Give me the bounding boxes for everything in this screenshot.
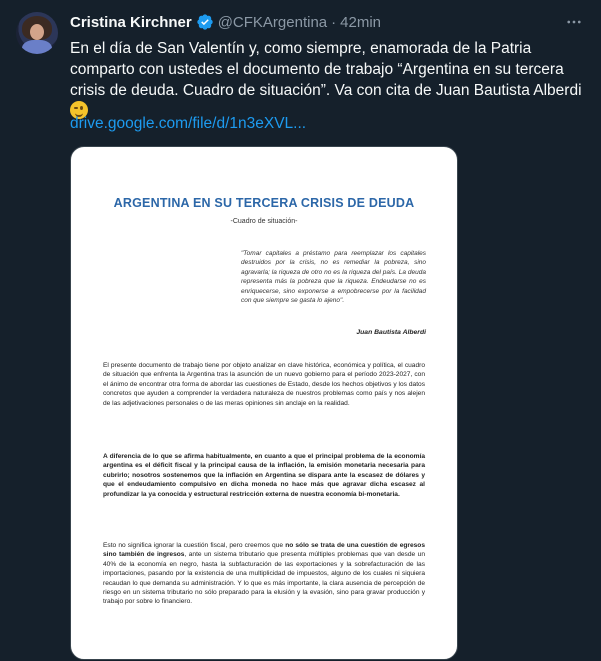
- document-paragraph-1: El presente documento de trabajo tiene por objeto analizar en clave histórica, económica y política, el cuadro de situación que enfrenta la Argentina tras la asunción de un nuevo gobierno para el período 2023-2027, con el ánimo de encontrar otra forma de abordar las cuestiones de Estado, desde los hechos objetivos y los datos concretos que ayuden a comprender la verdadera naturaleza de nuestros problemas como país y nos alejen de las adjetivaciones personales o de las meras opiniones sin anclaje en la realidad.: [103, 362, 425, 407]
- author-avatar[interactable]: [16, 12, 58, 54]
- paragraph-3-start: Esto no significa ignorar la cuestión fiscal, pero creemos que: [103, 542, 286, 549]
- avatar-body: [22, 40, 52, 54]
- document-preview: [71, 147, 457, 659]
- document-subtitle: -Cuadro de situación-: [230, 218, 298, 225]
- author-name[interactable]: Cristina Kirchner: [70, 13, 192, 31]
- drive-link[interactable]: drive.google.com/file/d/1n3eXVL...: [70, 115, 307, 132]
- more-options-icon[interactable]: [564, 12, 584, 32]
- author-handle[interactable]: @CFKArgentina: [217, 13, 328, 31]
- document-quote: "Tomar capitales a préstamo para reemplazar los capitales destruidos por la crisis, no es remediar la pobreza, sino agravarla; la riqueza de otro no es la riqueza del país. La deuda representa más la pobreza que la riqueza. Endeudarse no es enriquecerse, sino exponerse a empobrecerse por la facilidad con que siempre se gasta lo ajeno".: [241, 250, 426, 305]
- document-paragraph-2: A diferencia de lo que se afirma habitualmente, en cuanto a que el principal problema de la economía argentina es el déficit fiscal y la principal causa de la inflación, la emisión monetaria necesaria para cubrirlo; nosotros sostenemos que la inflación en Argentina se dispara ante la escasez de dólares y que el endeudamiento compulsivo en dicha moneda no hace más que agravar dicha escasez al profundizar la ya conocida y estructural restricción externa de nuestra economía bi-monetaria.: [103, 453, 425, 498]
- quote-author: Juan Bautista Alberdi: [356, 329, 426, 336]
- document-paragraph-3: [103, 541, 425, 607]
- paragraph-3-bold: no sólo se trata de una cuestión de egresos sino también de ingresos: [103, 542, 425, 559]
- tweet-text: [70, 38, 590, 122]
- verified-badge-icon: [196, 13, 214, 31]
- media-attachment[interactable]: [70, 146, 458, 660]
- document-title: ARGENTINA EN SU TERCERA CRISIS DE DEUDA: [113, 196, 415, 210]
- tweet-header: [70, 12, 381, 32]
- paragraph-3-end: , ante un sistema tributario que presenta múltiples problemas que van desde un 40% de la economía en negro, hasta la subfacturación de las exportaciones y la sobrefacturación de las importaciones, pasando por la existencia de una multiplicidad de impuestos, alguno de los cuales ni siquiera recaudan lo que demanda su administración. Y lo que es más importante, la clara ausencia de percepción de riesgo en un sistema tributario no sólo preparado para la elusión y la evasión, sino para gravar producción y trabajo por sobre lo financiero.: [103, 551, 425, 606]
- avatar-face: [30, 24, 44, 40]
- tweet-timestamp[interactable]: 42min: [340, 13, 382, 31]
- separator-dot: ·: [331, 13, 337, 31]
- tweet-body: En el día de San Valentín y, como siempre, enamorada de la Patria comparto con ustedes el documento de trabajo “Argentina en su tercera crisis de deuda. Cuadro de situación”. Va con cita de Juan Bautista Alberdi: [70, 40, 582, 99]
